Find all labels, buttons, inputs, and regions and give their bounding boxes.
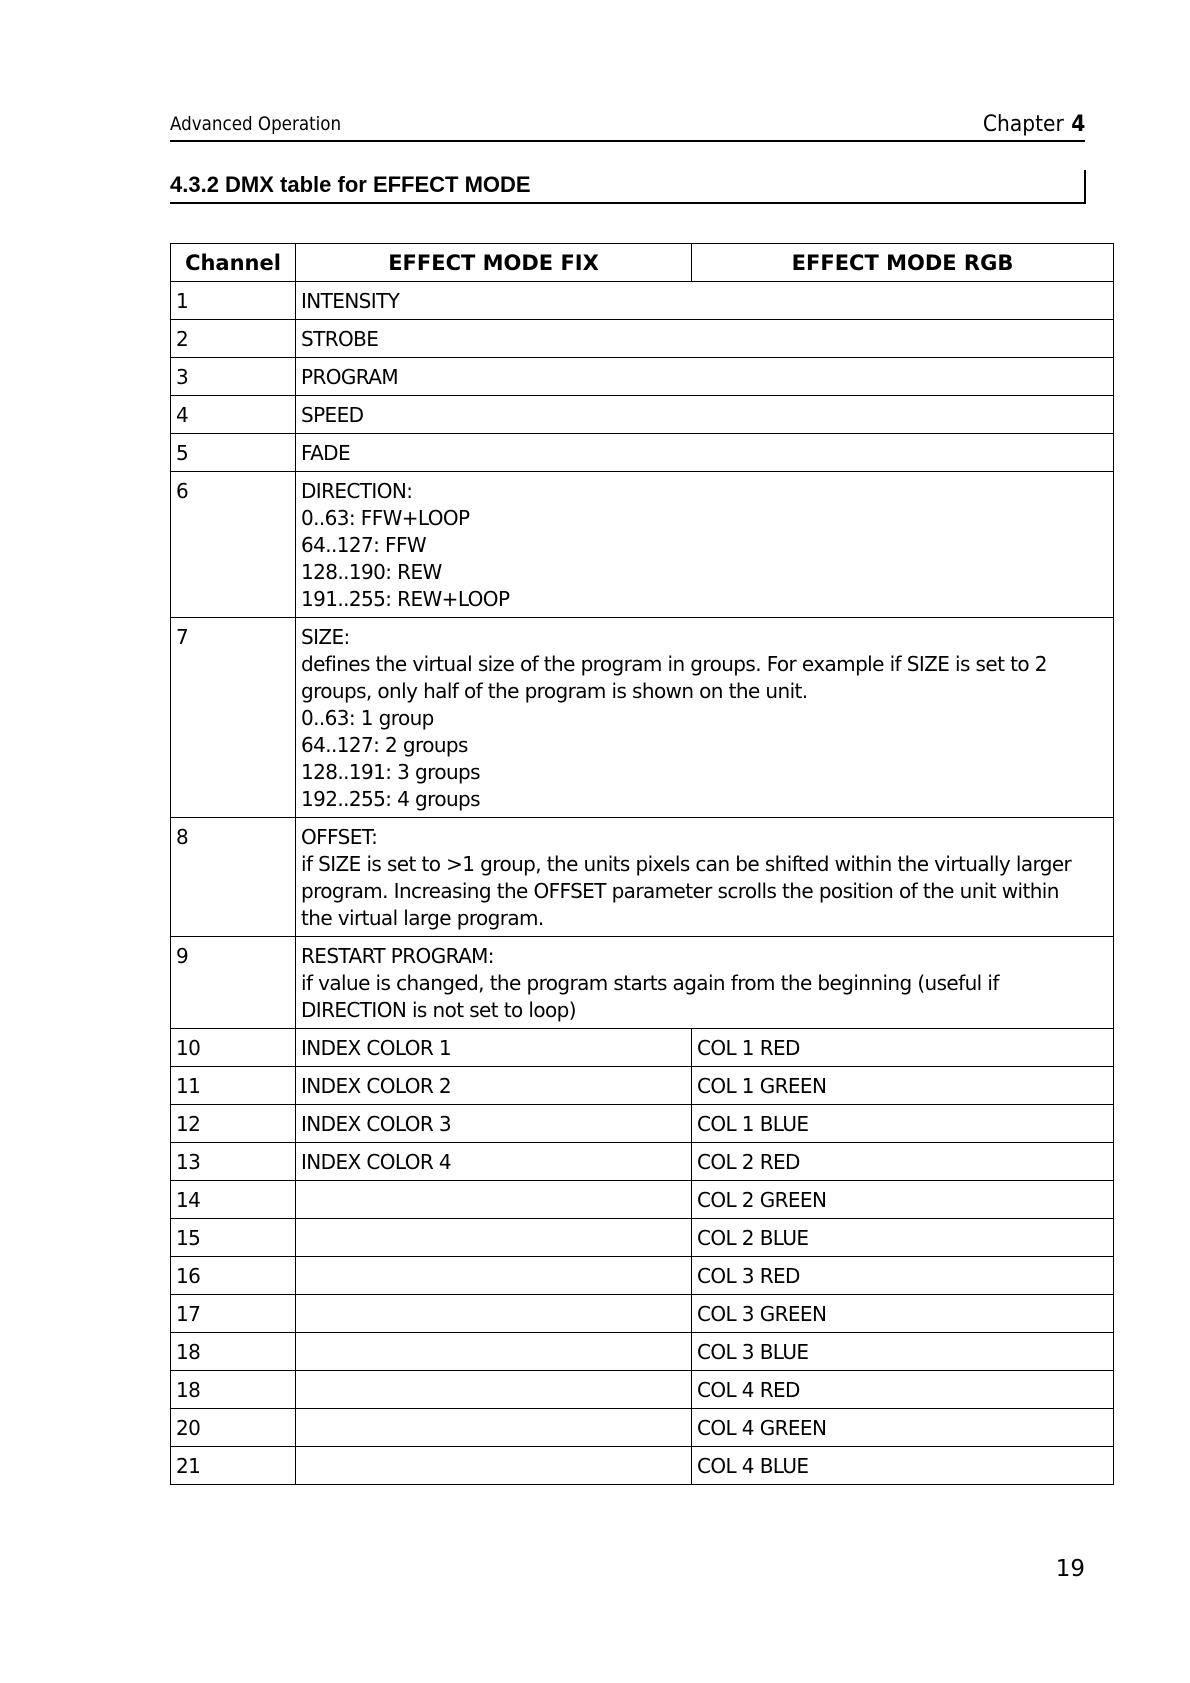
- channel-cell: 14: [171, 1181, 296, 1219]
- effect-mode-fix-cell: [296, 1447, 692, 1485]
- channel-cell: 1: [171, 282, 296, 320]
- effect-mode-rgb-cell: COL 2 BLUE: [692, 1219, 1114, 1257]
- table-row: [171, 282, 1114, 320]
- table-row: [171, 1447, 1114, 1485]
- table-row: [171, 1181, 1114, 1219]
- table-row: [171, 1409, 1114, 1447]
- channel-cell: 21: [171, 1447, 296, 1485]
- channel-cell: 5: [171, 434, 296, 472]
- function-line: STROBE: [301, 327, 379, 351]
- channel-cell: 9: [171, 937, 296, 1029]
- function-line: the virtual large program.: [301, 906, 544, 930]
- effect-mode-fix-cell: [296, 1409, 692, 1447]
- channel-cell: 3: [171, 358, 296, 396]
- function-line: SIZE:: [301, 625, 350, 649]
- effect-mode-rgb-cell: COL 2 GREEN: [692, 1181, 1114, 1219]
- function-line: OFFSET:: [301, 825, 378, 849]
- effect-mode-fix-cell: [296, 1371, 692, 1409]
- effect-mode-fix-cell: [296, 1257, 692, 1295]
- effect-mode-rgb-cell: COL 2 RED: [692, 1143, 1114, 1181]
- function-line: 0..63: FFW+LOOP: [301, 506, 470, 530]
- effect-mode-fix-cell: [296, 1219, 692, 1257]
- table-row: [171, 320, 1114, 358]
- effect-mode-fix-cell: [296, 1181, 692, 1219]
- function-line: if value is changed, the program starts again from the beginning (useful if: [301, 971, 999, 995]
- column-header-effect-mode-fix: EFFECT MODE FIX: [296, 244, 692, 282]
- function-line: if SIZE is set to >1 group, the units pixels can be shifted within the virtually larger: [301, 852, 1072, 876]
- column-header-channel: Channel: [171, 244, 296, 282]
- channel-cell: 11: [171, 1067, 296, 1105]
- function-cell: [296, 818, 1114, 937]
- table-row: [171, 472, 1114, 618]
- channel-cell: 8: [171, 818, 296, 937]
- effect-mode-rgb-cell: COL 3 RED: [692, 1257, 1114, 1295]
- channel-cell: 18: [171, 1333, 296, 1371]
- table-row: [171, 1067, 1114, 1105]
- function-line: defines the virtual size of the program in groups. For example if SIZE is set to 2: [301, 652, 1047, 676]
- effect-mode-rgb-cell: COL 1 BLUE: [692, 1105, 1114, 1143]
- function-cell: [296, 618, 1114, 818]
- section-title: 4.3.2 DMX table for EFFECT MODE: [170, 172, 531, 197]
- table-body: [171, 282, 1114, 1485]
- function-line: 64..127: 2 groups: [301, 733, 468, 757]
- column-header-effect-mode-rgb: EFFECT MODE RGB: [692, 244, 1114, 282]
- table-row: [171, 937, 1114, 1029]
- effect-mode-rgb-cell: COL 3 BLUE: [692, 1333, 1114, 1371]
- effect-mode-fix-cell: INDEX COLOR 4: [296, 1143, 692, 1181]
- channel-cell: 7: [171, 618, 296, 818]
- table-header-row: [171, 244, 1114, 282]
- function-line: 192..255: 4 groups: [301, 787, 480, 811]
- table-row: [171, 358, 1114, 396]
- function-cell: [296, 320, 1114, 358]
- effect-mode-fix-cell: [296, 1333, 692, 1371]
- channel-cell: 12: [171, 1105, 296, 1143]
- function-line: DIRECTION is not set to loop): [301, 998, 576, 1022]
- chapter-label: Chapter: [982, 112, 1064, 137]
- table-row: [171, 818, 1114, 937]
- function-line: INTENSITY: [301, 289, 400, 313]
- function-line: 191..255: REW+LOOP: [301, 587, 510, 611]
- chapter-indicator: [983, 112, 1085, 137]
- dmx-table: [170, 243, 1114, 1485]
- table-row: [171, 1105, 1114, 1143]
- channel-cell: 2: [171, 320, 296, 358]
- header-rule: [170, 140, 1085, 142]
- page-number: 19: [1055, 1556, 1085, 1582]
- table-row: [171, 396, 1114, 434]
- function-cell: [296, 396, 1114, 434]
- function-cell: [296, 282, 1114, 320]
- effect-mode-rgb-cell: COL 1 GREEN: [692, 1067, 1114, 1105]
- table-row: [171, 1029, 1114, 1067]
- channel-cell: 16: [171, 1257, 296, 1295]
- function-cell: [296, 434, 1114, 472]
- effect-mode-rgb-cell: COL 4 GREEN: [692, 1409, 1114, 1447]
- channel-cell: 10: [171, 1029, 296, 1067]
- function-line: 128..191: 3 groups: [301, 760, 480, 784]
- effect-mode-rgb-cell: COL 3 GREEN: [692, 1295, 1114, 1333]
- channel-cell: 18: [171, 1371, 296, 1409]
- channel-cell: 15: [171, 1219, 296, 1257]
- effect-mode-rgb-cell: COL 4 RED: [692, 1371, 1114, 1409]
- channel-cell: 20: [171, 1409, 296, 1447]
- effect-mode-fix-cell: INDEX COLOR 2: [296, 1067, 692, 1105]
- table-row: [171, 1143, 1114, 1181]
- channel-cell: 13: [171, 1143, 296, 1181]
- function-line: PROGRAM: [301, 365, 399, 389]
- effect-mode-rgb-cell: COL 1 RED: [692, 1029, 1114, 1067]
- function-line: RESTART PROGRAM:: [301, 944, 494, 968]
- function-cell: [296, 937, 1114, 1029]
- function-line: DIRECTION:: [301, 479, 413, 503]
- table-row: [171, 1257, 1114, 1295]
- function-line: 0..63: 1 group: [301, 706, 434, 730]
- chapter-number: 4: [1070, 112, 1085, 137]
- effect-mode-fix-cell: [296, 1295, 692, 1333]
- channel-cell: 17: [171, 1295, 296, 1333]
- channel-cell: 6: [171, 472, 296, 618]
- function-cell: [296, 472, 1114, 618]
- function-cell: [296, 358, 1114, 396]
- function-line: SPEED: [301, 403, 364, 427]
- function-line: FADE: [301, 441, 350, 465]
- function-line: 128..190: REW: [301, 560, 442, 584]
- effect-mode-fix-cell: INDEX COLOR 3: [296, 1105, 692, 1143]
- running-header-title: Advanced Operation: [170, 113, 342, 135]
- effect-mode-fix-cell: INDEX COLOR 1: [296, 1029, 692, 1067]
- channel-cell: 4: [171, 396, 296, 434]
- table-row: [171, 1371, 1114, 1409]
- table-row: [171, 618, 1114, 818]
- function-line: groups, only half of the program is shown on the unit.: [301, 679, 808, 703]
- function-line: program. Increasing the OFFSET parameter scrolls the position of the unit within: [301, 879, 1059, 903]
- table-row: [171, 1333, 1114, 1371]
- table-row: [171, 1219, 1114, 1257]
- table-row: [171, 434, 1114, 472]
- effect-mode-rgb-cell: COL 4 BLUE: [692, 1447, 1114, 1485]
- function-line: 64..127: FFW: [301, 533, 427, 557]
- table-row: [171, 1295, 1114, 1333]
